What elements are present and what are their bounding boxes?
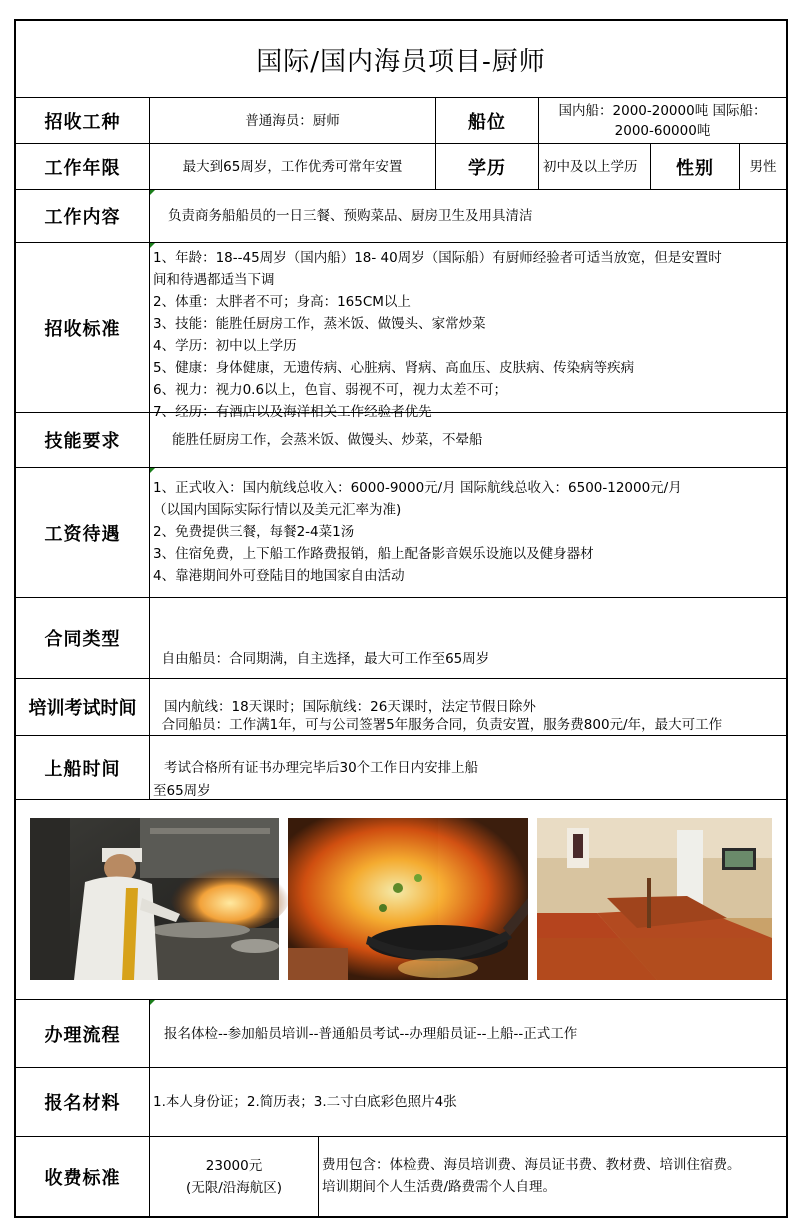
- chef-at-wok-image: [30, 818, 279, 980]
- salary-line: 3、住宿免费，上下船工作路费报销，船上配备影音娱乐设施以及健身器材: [153, 546, 594, 562]
- row-fees: [16, 1137, 786, 1216]
- years-value: 最大到65周岁，工作优秀可常年安置: [150, 144, 436, 189]
- ship-mess-room-photo: [537, 818, 772, 980]
- boarding-label: 上船时间: [16, 736, 150, 799]
- standards-line: 2、体重：太胖者不可；身高：165CM以上: [153, 294, 411, 310]
- salary-line: 2、免费提供三餐，每餐2-4菜1汤: [153, 524, 355, 540]
- fees-includes-line: 培训期间个人生活费/路费需个人自理。: [322, 1179, 557, 1195]
- contract-line: 合同船员：工作满1年，可与公司签署5年服务合同，负责安置，服务费800元/年，最大可工作: [153, 717, 723, 733]
- chef-at-wok-photo: [30, 818, 279, 980]
- position-label: 招收工种: [16, 98, 150, 143]
- education-label: 学历: [436, 144, 539, 189]
- standards-line: 4、学历：初中以上学历: [153, 338, 297, 354]
- row-skills: [16, 413, 786, 468]
- fees-amount-cell: [150, 1137, 319, 1216]
- standards-label: 招收标准: [16, 243, 150, 412]
- process-text: 报名体检--参加船员培训--普通船员考试--办理船员证--上船--正式工作: [164, 1025, 578, 1042]
- position-value: 普通海员：厨师: [150, 98, 436, 143]
- ship-value: 国内船：2000-20000吨 国际船：2000-60000吨: [558, 102, 767, 139]
- ship-label: 船位: [436, 98, 539, 143]
- process-value: [150, 1000, 786, 1067]
- content-text: 负责商务船船员的一日三餐、预购菜品、厨房卫生及用具清洁: [168, 208, 533, 224]
- materials-value: 1.本人身份证；2.简历表；3.二寸白底彩色照片4张: [153, 1094, 457, 1110]
- photos-row: [16, 800, 786, 1000]
- skills-label: 技能要求: [16, 413, 150, 467]
- training-label: 培训考试时间: [16, 679, 150, 735]
- row-position: [16, 98, 786, 144]
- ship-mess-room-image: [537, 818, 772, 980]
- salary-label: 工资待遇: [16, 468, 150, 597]
- standards-line: 间和待遇都适当下调: [153, 272, 275, 288]
- corner-marker: [150, 190, 155, 195]
- standards-line: 5、健康：身体健康，无遗传病、心脏病、肾病、高血压、皮肤病、传染病等疾病: [153, 360, 635, 376]
- materials-label: 报名材料: [16, 1068, 150, 1136]
- salary-line: 1、正式收入：国内航线总收入：6000-9000元/月 国际航线总收入：6500-12000元/月: [153, 480, 682, 496]
- fees-amount-note: (无限/沿海航区): [185, 1179, 283, 1196]
- row-salary: [16, 468, 786, 598]
- title-row: [16, 21, 786, 98]
- row-standards: [16, 243, 786, 420]
- row-content: [16, 190, 786, 243]
- contract-line: 至65周岁: [153, 783, 211, 799]
- contract-line: 自由船员：合同期满，自主选择，最大可工作至65周岁: [153, 651, 490, 667]
- standards-line: 1、年龄：18--45周岁（国内船）18- 40周岁（国际船）有厨师经验者可适当放宽，但是安置时: [153, 250, 722, 266]
- fees-amount: 23000元: [205, 1157, 263, 1174]
- contract-label: 合同类型: [16, 598, 150, 678]
- standards-list: [150, 243, 786, 420]
- row-years: [16, 144, 786, 190]
- standards-line: 3、技能：能胜任厨房工作，蒸米饭、做馒头、家常炒菜: [153, 316, 486, 332]
- skills-value: 能胜任厨房工作，会蒸米饭、做馒头、炒菜，不晕船: [172, 432, 483, 448]
- salary-line: （以国内国际实际行情以及美元汇率为准): [153, 502, 402, 518]
- fees-includes-line: 费用包含：体检费、海员培训费、海员证书费、教材费、培训住宿费。: [322, 1157, 741, 1173]
- corner-marker: [150, 468, 155, 473]
- flaming-wok-image: [288, 818, 528, 980]
- row-boarding: [16, 736, 786, 800]
- flaming-wok-photo: [288, 818, 528, 980]
- row-process: [16, 1000, 786, 1068]
- salary-list: [150, 468, 786, 597]
- corner-marker: [150, 243, 155, 248]
- training-value: 国内航线：18天课时；国际航线：26天课时，法定节假日除外: [164, 699, 536, 715]
- salary-line: 4、靠港期间外可登陆目的地国家自由活动: [153, 568, 405, 584]
- row-materials: [16, 1068, 786, 1137]
- standards-line: 6、视力：视力0.6以上，色盲、弱视不可，视力太差不可；: [153, 382, 508, 398]
- education-value: 初中及以上学历: [539, 144, 651, 189]
- fees-includes: [319, 1137, 786, 1216]
- standards-line: 7、经历：有酒店以及海洋相关工作经验者优先: [153, 404, 432, 420]
- page-title: 国际/国内海员项目-厨师: [256, 46, 546, 77]
- corner-marker: [150, 1000, 155, 1005]
- fees-label: 收费标准: [16, 1137, 150, 1216]
- boarding-value: 考试合格所有证书办理完毕后30个工作日内安排上船: [164, 759, 479, 776]
- process-label: 办理流程: [16, 1000, 150, 1067]
- row-training: [16, 679, 786, 736]
- content-label: 工作内容: [16, 190, 150, 242]
- recruitment-sheet: [14, 19, 788, 1218]
- gender-value: 男性: [749, 158, 777, 175]
- gender-label: 性别: [651, 144, 740, 189]
- years-label: 工作年限: [16, 144, 150, 189]
- content-value: [150, 190, 786, 242]
